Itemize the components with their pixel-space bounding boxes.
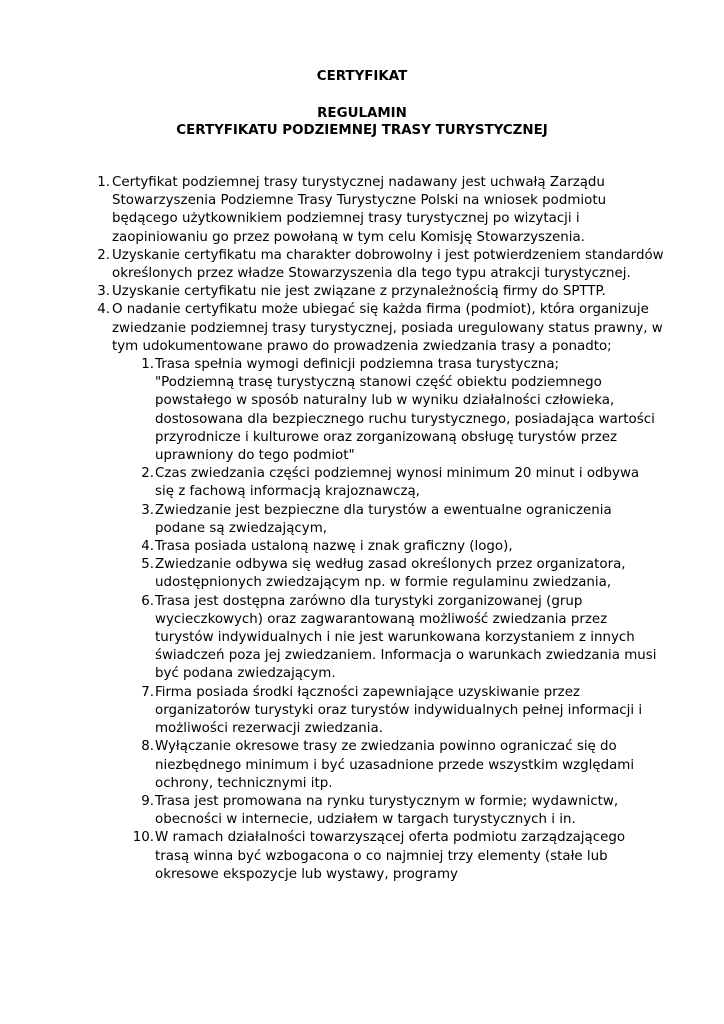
sub-item-number: 9. bbox=[141, 793, 154, 809]
sub-item-8 bbox=[130, 738, 660, 793]
item-number: 1. bbox=[97, 175, 110, 190]
sub-item-number: 10. bbox=[132, 830, 154, 846]
regulation-list bbox=[88, 174, 668, 884]
sub-item-number: 8. bbox=[141, 739, 154, 755]
item-text: Uzyskanie certyfikatu nie jest związane z przynależnością firmy do SPTTP. bbox=[112, 284, 606, 300]
document-subtitle: REGULAMIN bbox=[317, 106, 407, 121]
document-title: CERTYFIKAT bbox=[316, 69, 408, 84]
sub-item-text: Zwiedzanie jest bezpieczne dla turystów a ewentualne ograniczenia podane są zwiedzającym, bbox=[155, 502, 612, 536]
sub-item-text: Zwiedzanie odbywa się według zasad określonych przez organizatora, udostępnionych zwiedzającym np. w formie regulaminu zwiedzania, bbox=[155, 557, 626, 591]
sub-item-number: 2. bbox=[141, 466, 154, 482]
sub-item-6 bbox=[130, 593, 660, 684]
sub-item-number: 7. bbox=[141, 684, 154, 700]
regulation-item-1 bbox=[88, 174, 668, 247]
sub-item-text: W ramach działalności towarzyszącej oferta podmiotu zarządzającego trasą winna być wzbogacona o co najmniej trzy elementy (stałe lub okresowe ekspozycje lub wystawy, programy bbox=[155, 830, 626, 882]
sub-item-number: 6. bbox=[141, 593, 154, 609]
sub-item-2 bbox=[130, 465, 660, 501]
definition-quote: "Podziemną trasę turystyczną stanowi część obiektu podziemnego powstałego w sposób naturalny lub w wyniku działalności człowieka, dostosowana dla bezpiecznego ruchu turystycznego, posiadająca wartości przyrodnicze i kulturowe oraz zorganizowaną obsługę turystów przez uprawniony do tego podmiot" bbox=[155, 375, 655, 464]
sub-item-text: Wyłączanie okresowe trasy ze zwiedzania powinno ograniczać się do niezbędnego minimum i być uzasadnione przede wszystkim względami ochrony, technicznymi itp. bbox=[155, 739, 635, 791]
sub-item-text: Trasa jest promowana na rynku turystycznym w formie; wydawnictw, obecności w internecie, udziałem w targach turystycznych i in. bbox=[155, 793, 619, 828]
sub-item-number: 4. bbox=[141, 539, 154, 555]
document-subtitle-2: CERTYFIKATU PODZIEMNEJ TRASY TURYSTYCZNEJ bbox=[176, 123, 548, 138]
sub-item-1 bbox=[130, 356, 660, 465]
sub-item-text: Czas zwiedzania części podziemnej wynosi minimum 20 minut i odbywa się z fachową informacją krajoznawczą, bbox=[155, 466, 640, 500]
sub-item-7 bbox=[130, 684, 660, 739]
sub-item-4 bbox=[130, 538, 660, 556]
sub-item-9 bbox=[130, 793, 660, 829]
sub-item-10 bbox=[130, 829, 660, 884]
sub-item-number: 5. bbox=[141, 557, 154, 573]
item-text: Uzyskanie certyfikatu ma charakter dobrowolny i jest potwierdzeniem standardów określonych przez władze Stowarzyszenia dla tego typu atrakcji turystycznej. bbox=[112, 247, 664, 282]
sub-item-number: 3. bbox=[141, 502, 154, 518]
sub-item-3 bbox=[130, 502, 660, 538]
regulation-item-3 bbox=[88, 283, 668, 301]
sub-requirement-list bbox=[130, 356, 660, 884]
regulation-item-2 bbox=[88, 247, 668, 283]
sub-item-text: Trasa posiada ustaloną nazwę i znak graficzny (logo), bbox=[155, 539, 513, 555]
regulation-item-4 bbox=[88, 301, 668, 884]
item-number: 3. bbox=[97, 284, 110, 300]
sub-item-5 bbox=[130, 556, 660, 592]
item-number: 4. bbox=[97, 302, 110, 318]
sub-item-text: Trasa jest dostępna zarówno dla turystyki zorganizowanej (grup wycieczkowych) oraz zagwarantowaną możliwość zwiedzania przez turystów indywidualnych i nie jest warunkowana korzystaniem z innych świadczeń poza jej zwiedzaniem. Informacja o warunkach zwiedzania musi być podana zwiedzającym. bbox=[155, 593, 657, 682]
item-text: Certyfikat podziemnej trasy turystycznej nadawany jest uchwałą Zarządu Stowarzyszenia Podziemne Trasy Turystyczne Polski na wniosek podmiotu będącego użytkownikiem podziemnej trasy turystycznej po wizytacji i zaopiniowaniu go przez powołaną w tym celu Komisję Stowarzyszenia. bbox=[112, 175, 607, 245]
sub-item-text: Firma posiada środki łączności zapewniające uzyskiwanie przez organizatorów turystyki oraz turystów indywidualnych pełnej informacji i możliwości rezerwacji zwiedzania. bbox=[155, 684, 643, 737]
sub-item-text: Trasa spełnia wymogi definicji podziemna trasa turystyczna; bbox=[155, 357, 560, 373]
item-text: O nadanie certyfikatu może ubiegać się każda firma (podmiot), która organizuje zwiedzanie podziemnej trasy turystycznej, posiada uregulowany status prawny, w tym udokumentowane prawo do prowadzenia zwiedzania trasy a ponadto; bbox=[112, 302, 663, 354]
item-number: 2. bbox=[97, 247, 110, 263]
sub-item-number: 1. bbox=[141, 357, 154, 373]
